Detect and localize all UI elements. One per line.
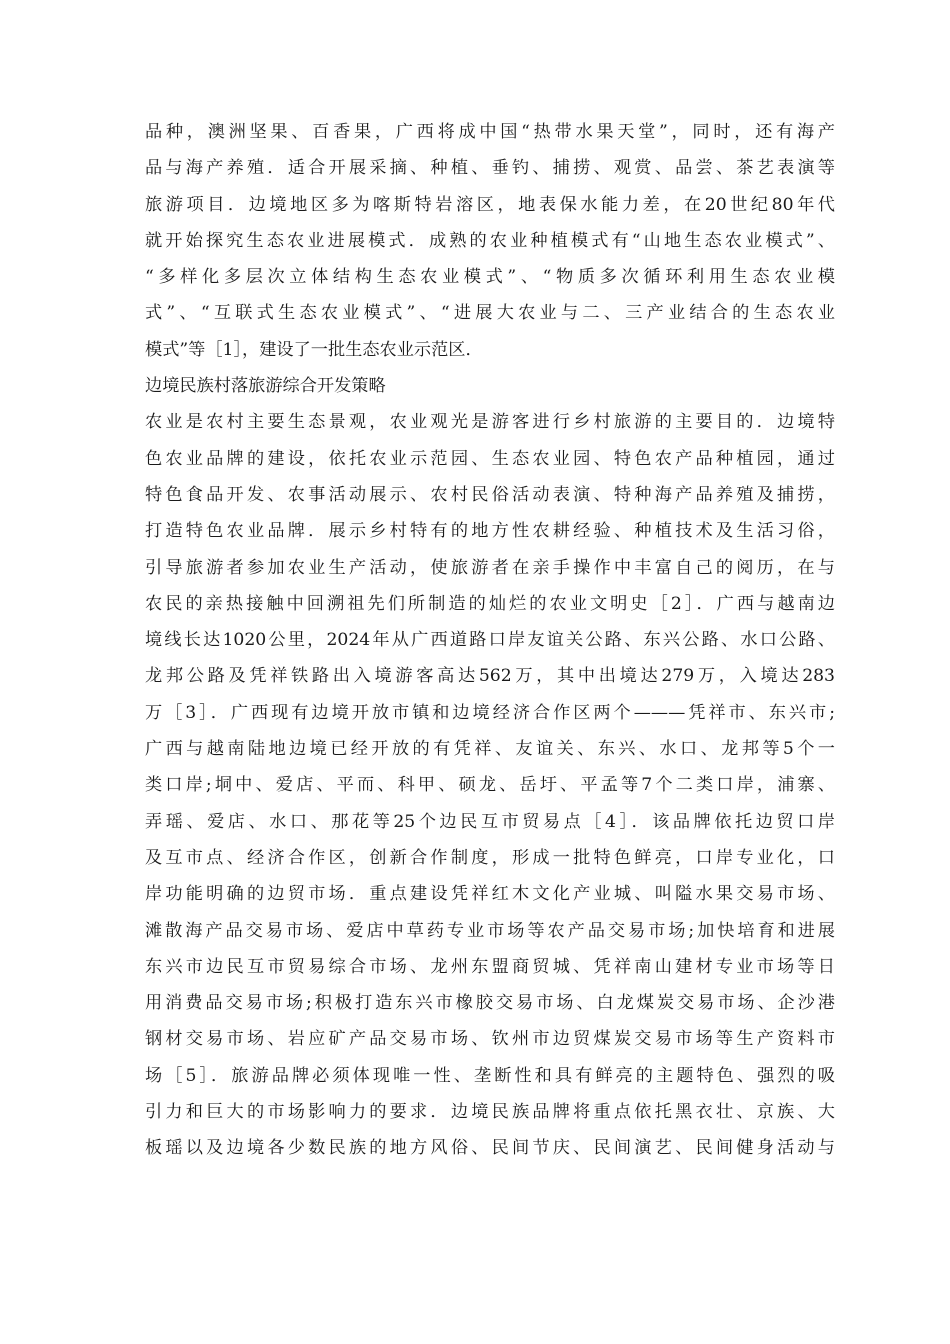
text-line: 万［3］．广西现有边境开放市镇和边境经济合作区两个———凭祥市、东兴市;	[145, 702, 835, 723]
text-line: 境线长达1020公里，2024年从广西道路口岸友谊关公路、东兴公路、水口公路、	[145, 630, 835, 651]
text-line: 岸功能明确的边贸市场．重点建设凭祥红木文化产业城、叫隘水果交易市场、	[145, 884, 835, 905]
text-line: 式”、“互联式生态农业模式”、“进展大农业与二、三产业结合的生态农业	[145, 303, 835, 324]
text-line: 用消费品交易市场;积极打造东兴市橡胶交易市场、白龙煤炭交易市场、企沙港	[145, 993, 835, 1014]
text-line: 场［5］．旅游品牌必须体现唯一性、垄断性和具有鲜亮的主题特色、强烈的吸	[145, 1065, 835, 1086]
text-line: 滩散海产品交易市场、爱店中草药专业市场等农产品交易市场;加快培育和进展	[145, 920, 835, 941]
text-line: 品种，澳洲坚果、百香果，广西将成中国“热带水果天堂”，同时，还有海产	[145, 122, 835, 142]
text-line: 色农业品牌的建设，依托农业示范园、生态农业园、特色农产品种植园，通过	[145, 448, 835, 469]
text-line: 农民的亲热接触中回溯祖先们所制造的灿烂的农业文明史［2］．广西与越南边	[145, 593, 835, 614]
text-line: 旅游项目．边境地区多为喀斯特岩溶区，地表保水能力差，在20世纪80年代	[145, 194, 835, 215]
paragraph-1	[145, 114, 835, 368]
document-body	[145, 114, 835, 1167]
text-line: 广西与越南陆地边境已经开放的有凭祥、友谊关、东兴、水口、龙邦等5个一	[145, 739, 835, 760]
text-line: 就开始探究生态农业进展模式．成熟的农业种植模式有“山地生态农业模式”、	[145, 230, 835, 251]
text-line: 特色食品开发、农事活动展示、农村民俗活动表演、特种海产品养殖及捕捞，	[145, 484, 835, 505]
text-line: 引导旅游者参加农业生产活动，使旅游者在亲手操作中丰富自己的阅历，在与	[145, 557, 835, 578]
text-line: 钢材交易市场、岩应矿产品交易市场、钦州市边贸煤炭交易市场等生产资料市	[145, 1029, 835, 1050]
text-line: 弄瑶、爱店、水口、那花等25个边民互市贸易点［4］．该品牌依托边贸口岸	[145, 811, 835, 832]
paragraph-2	[145, 404, 835, 1166]
section-heading: 边境民族村落旅游综合开发策略	[145, 376, 386, 397]
text-line: “多样化多层次立体结构生态农业模式”、“物质多次循环利用生态农业模	[145, 267, 835, 288]
text-line: 东兴市边民互市贸易综合市场、龙州东盟商贸城、凭祥南山建材专业市场等日	[145, 956, 835, 977]
text-line: 打造特色农业品牌．展示乡村特有的地方性农耕经验、种植技术及生活习俗，	[145, 521, 835, 542]
text-line: 农业是农村主要生态景观，农业观光是游客进行乡村旅游的主要目的．边境特	[145, 412, 835, 433]
text-line: 板瑶以及边境各少数民族的地方风俗、民间节庆、民间演艺、民间健身活动与	[145, 1138, 835, 1159]
text-line: 龙邦公路及凭祥铁路出入境游客高达562万，其中出境达279万，入境达283	[145, 666, 835, 687]
text-line: 模式”等［1］，建设了一批生态农业示范区．	[145, 339, 483, 360]
text-line: 引力和巨大的市场影响力的要求．边境民族品牌将重点依托黑衣壮、京族、大	[145, 1102, 835, 1123]
text-line: 类口岸;垌中、爱店、平而、科甲、硕龙、岳圩、平孟等7个二类口岸，浦寨、	[145, 775, 835, 796]
text-line: 品与海产养殖．适合开展采摘、种植、垂钓、捕捞、观赏、品尝、茶艺表演等	[145, 158, 835, 179]
text-line: 及互市点、经济合作区，创新合作制度，形成一批特色鲜亮，口岸专业化，口	[145, 847, 835, 868]
